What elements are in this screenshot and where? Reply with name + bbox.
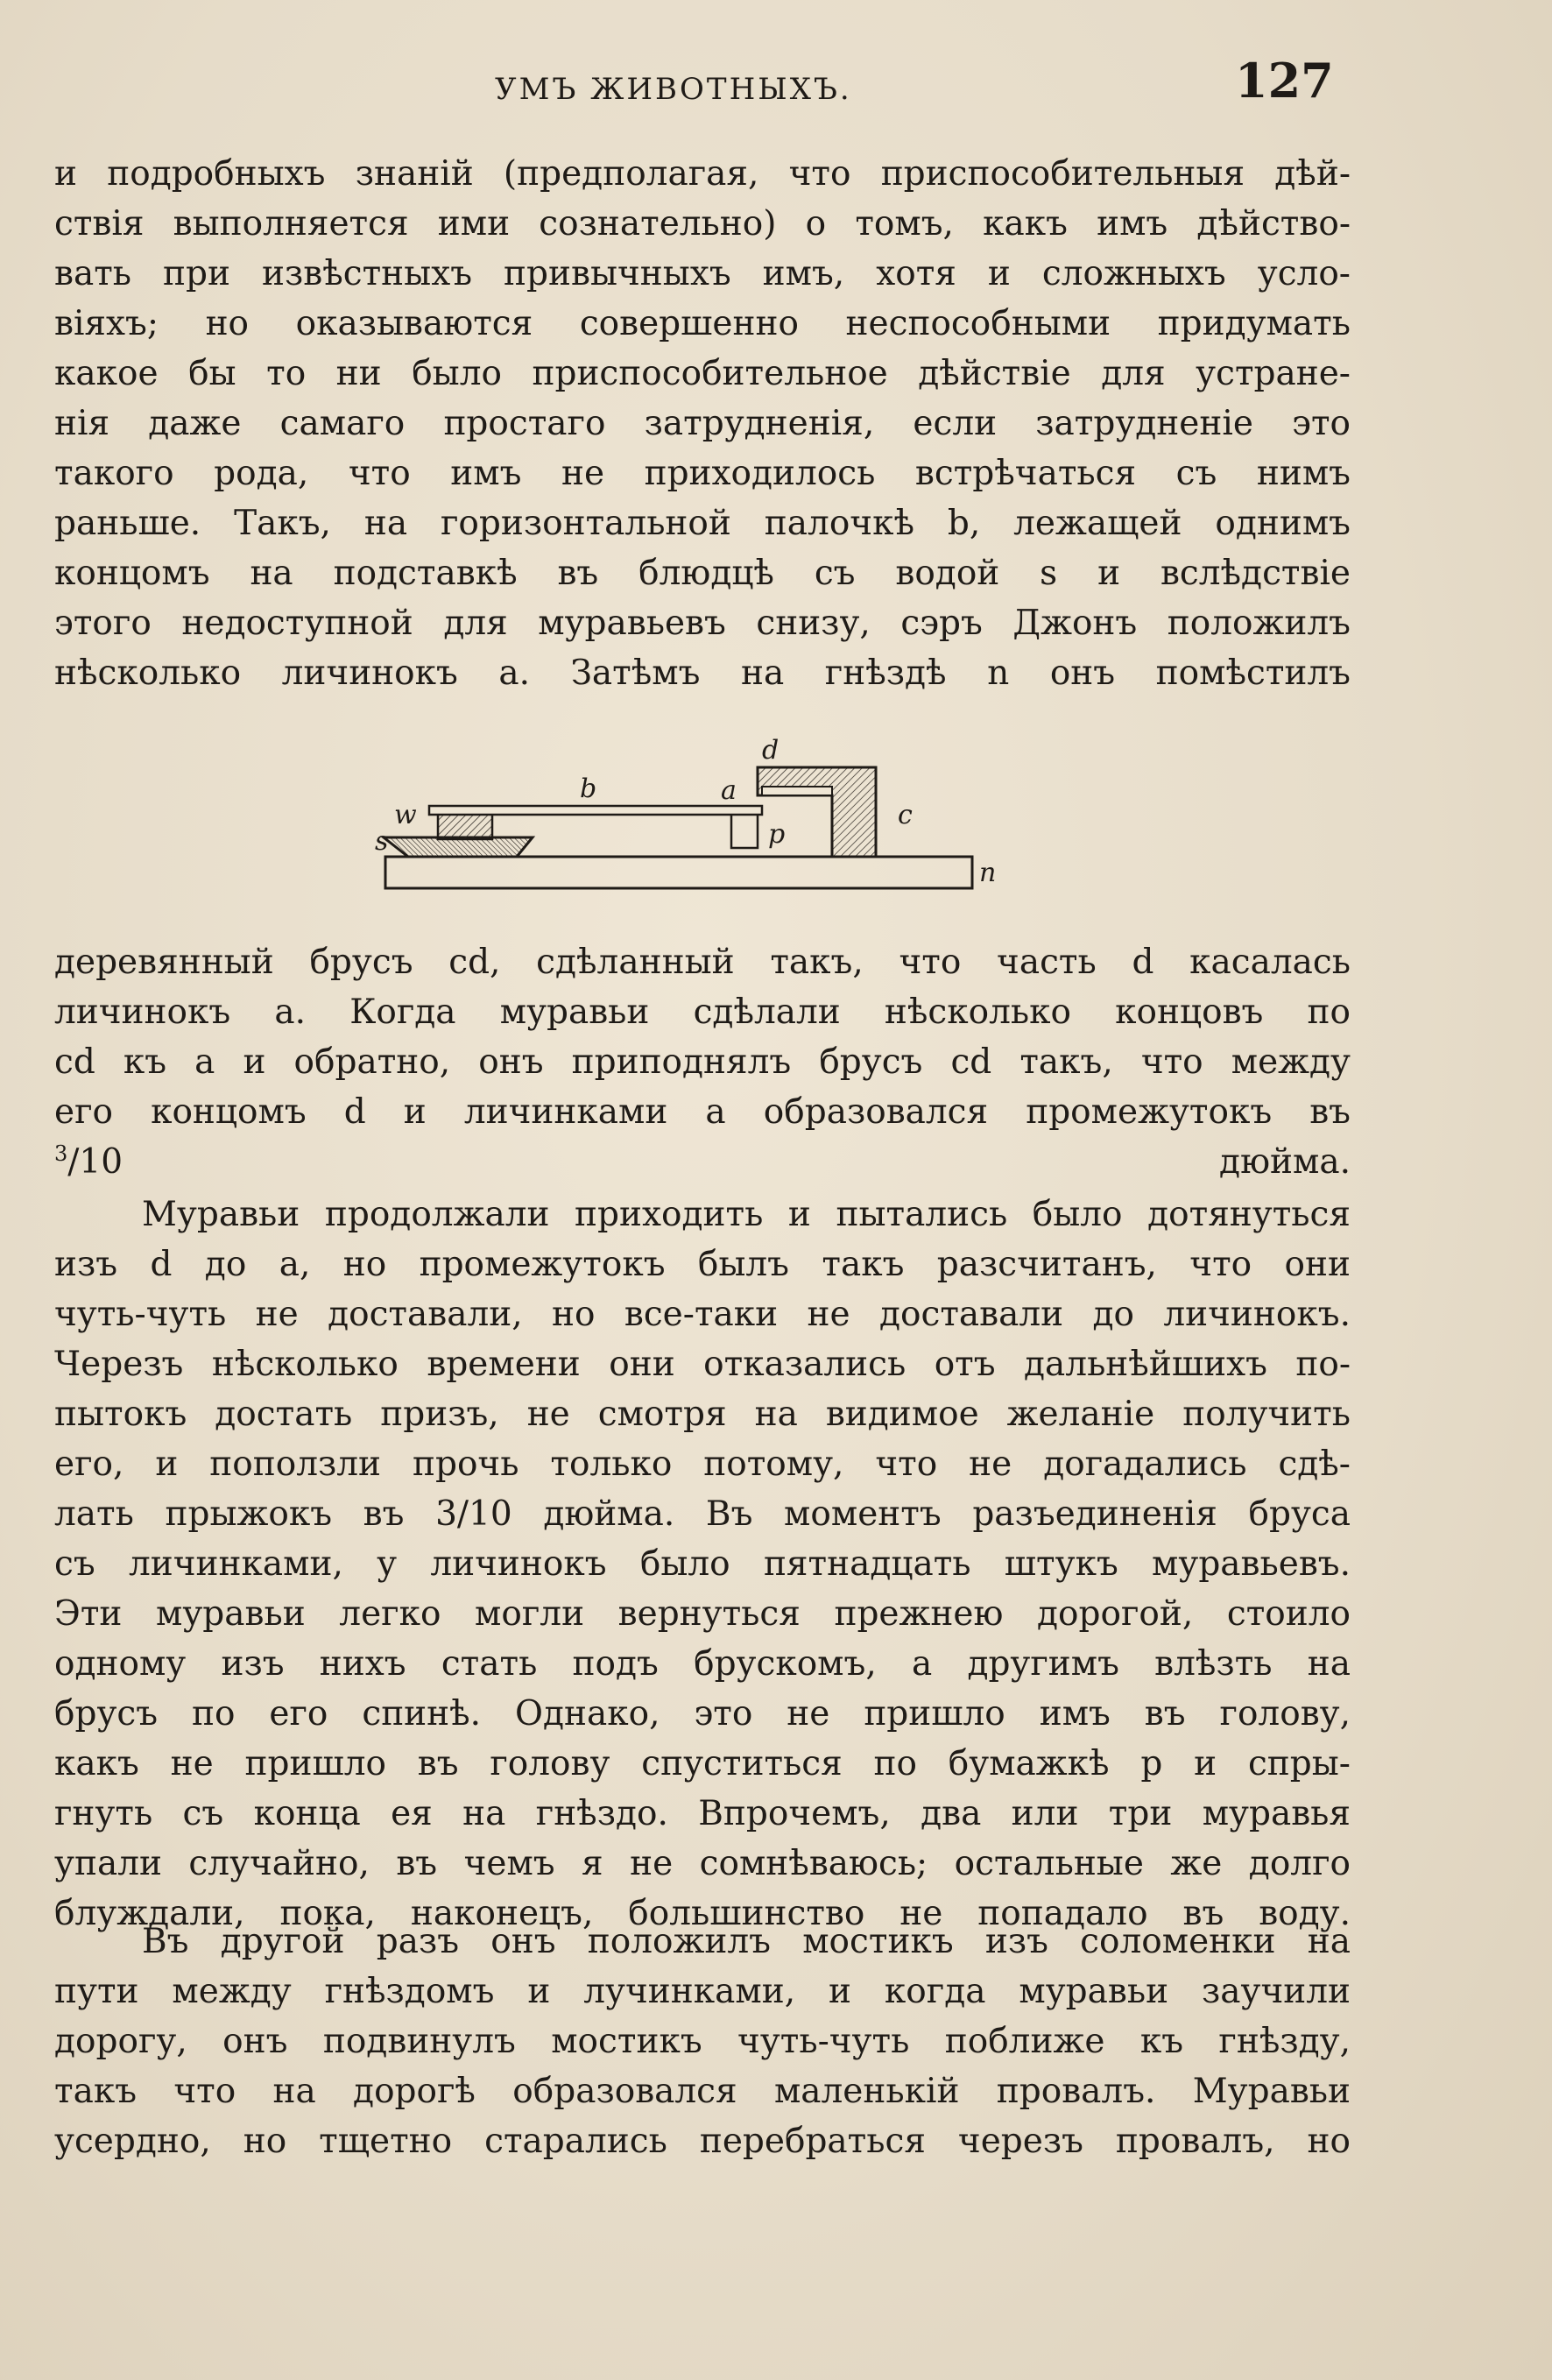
text-line — [54, 1137, 1351, 1187]
text-line: такого рода, что имъ не приходилось встрѣчаться съ нимъ — [54, 454, 1351, 493]
text-line: съ личинками, у личинокъ было пятнадцать штукъ муравьевъ. — [54, 1544, 1351, 1584]
text-line: такъ что на дорогѣ образовался маленькій провалъ. Муравьи — [54, 2072, 1351, 2111]
text-line: концомъ на подставкѣ въ блюдцѣ съ водой s и вслѣдствіе — [54, 554, 1351, 593]
text-line: віяхъ; но оказываются совершенно неспособными придумать — [54, 304, 1351, 343]
nest-base — [385, 857, 972, 888]
running-head: УМЪ ЖИВОТНЫХЪ. — [495, 72, 852, 107]
page-number: 127 — [1235, 53, 1334, 109]
text-line: нѣсколько личинокъ a. Затѣмъ на гнѣздѣ n онъ помѣстилъ — [54, 653, 1351, 693]
label-a: a — [721, 775, 737, 806]
text-line: Муравьи продолжали приходить и пытались было дотянуться — [142, 1195, 1351, 1234]
paragraph-1 — [54, 149, 1351, 698]
ant-experiment-figure — [377, 725, 1007, 909]
text-line: чуть-чуть не доставали, но все-таки не доставали до личинокъ. — [54, 1295, 1351, 1334]
label-w: w — [394, 800, 417, 830]
label-c: c — [898, 800, 913, 830]
label-d: d — [762, 735, 780, 766]
paper-strip — [731, 815, 758, 848]
label-n: n — [979, 858, 997, 888]
text-line: и подробныхъ знаній (предполагая, что приспособительныя дѣй- — [54, 154, 1351, 194]
paragraph-4 — [54, 1917, 1351, 2166]
text-line: усердно, но тщетно старались перебраться черезъ провалъ, но — [54, 2122, 1351, 2161]
horizontal-stick — [429, 806, 762, 815]
paragraph-2 — [54, 937, 1351, 1187]
text-line: пути между гнѣздомъ и лучинками, и когда муравьи заучили — [54, 1972, 1351, 2011]
label-s: s — [375, 826, 389, 857]
text-line: деревянный брусъ cd, сдѣланный такъ, что часть d касалась — [54, 943, 1351, 982]
page-header — [0, 53, 1552, 114]
text-line: Черезъ нѣсколько времени они отказались отъ дальнѣйшихъ по- — [54, 1345, 1351, 1384]
text-line: упали случайно, въ чемъ я не сомнѣваюсь; остальные же долго — [54, 1844, 1351, 1883]
text-line: какъ не пришло въ голову спуститься по бумажкѣ p и спры- — [54, 1744, 1351, 1783]
saucer-shape — [384, 837, 533, 857]
text-line: его, и поползли прочь только потому, что не догадались сдѣ- — [54, 1444, 1351, 1484]
fraction-text: /10 дюйма. — [67, 1142, 1351, 1182]
text-line: одному изъ нихъ стать подъ брускомъ, а другимъ влѣзть на — [54, 1644, 1351, 1684]
text-line: cd къ a и обратно, онъ приподнялъ брусъ cd такъ, что между — [54, 1042, 1351, 1082]
text-line: этого недоступной для муравьевъ снизу, сэръ Джонъ положилъ — [54, 604, 1351, 643]
text-line: лать прыжокъ въ 3/10 дюйма. Въ моментъ разъединенія бруса — [54, 1494, 1351, 1534]
label-b: b — [580, 773, 597, 804]
text-line: его концомъ d и личинками a образовался промежутокъ въ — [54, 1092, 1351, 1132]
text-line: Эти муравьи легко могли вернуться прежнею дорогой, стоило — [54, 1594, 1351, 1634]
bar-top-edge — [762, 787, 832, 795]
text-line: дорогу, онъ подвинулъ мостикъ чуть-чуть поближе къ гнѣзду, — [54, 2022, 1351, 2061]
text-line: пытокъ достать призъ, не смотря на видимое желаніе получить — [54, 1395, 1351, 1434]
text-line: блуждали, пока, наконецъ, большинство не попадало въ воду. — [54, 1894, 1351, 1933]
text-line: гнуть съ конца ея на гнѣздо. Впрочемъ, два или три муравья — [54, 1794, 1351, 1833]
text-line: ствія выполняется ими сознательно) о томъ, какъ имъ дѣйство- — [54, 204, 1351, 244]
text-line: личинокъ a. Когда муравьи сдѣлали нѣсколько концовъ по — [54, 992, 1351, 1032]
figure-drawing — [377, 725, 1007, 909]
text-line: вать при извѣстныхъ привычныхъ имъ, хотя и сложныхъ усло- — [54, 254, 1351, 293]
text-line: раньше. Такъ, на горизонтальной палочкѣ b, лежащей однимъ — [54, 504, 1351, 543]
text-line: Въ другой разъ онъ положилъ мостикъ изъ соломенки на — [142, 1922, 1351, 1961]
text-line: брусъ по его спинѣ. Однако, это не пришло имъ въ голову, — [54, 1694, 1351, 1734]
label-p: p — [768, 819, 786, 850]
text-line: какое бы то ни было приспособительное дѣйствіе для устране- — [54, 354, 1351, 393]
fraction-numerator: 3 — [54, 1141, 68, 1166]
text-line: нія даже самаго простаго затрудненія, если затрудненіе это — [54, 404, 1351, 443]
paragraph-3 — [54, 1190, 1351, 1939]
text-line: изъ d до a, но промежутокъ былъ такъ разсчитанъ, что они — [54, 1245, 1351, 1284]
